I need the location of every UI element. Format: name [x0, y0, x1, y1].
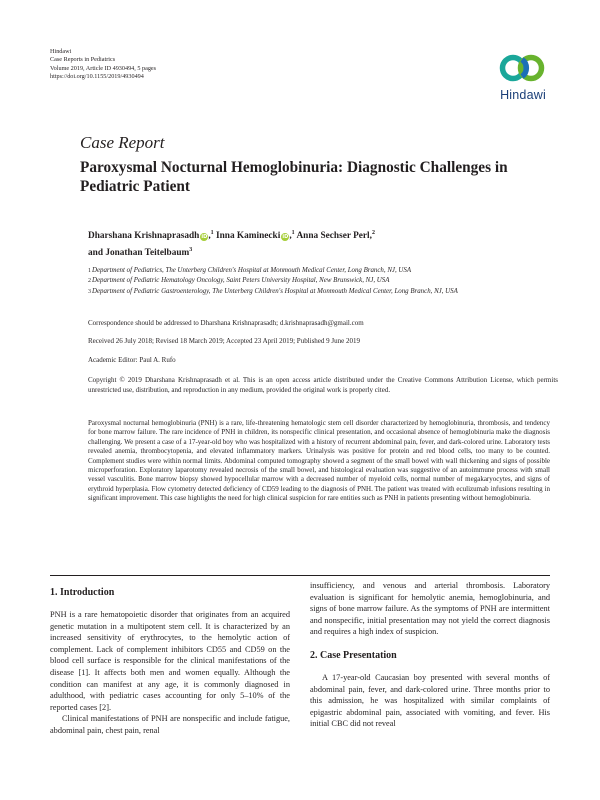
author-affil-number: 2	[371, 230, 375, 236]
body-paragraph: PNH is a rare hematopoietic disorder that originates from an acquired genetic mutation in a multipotent stem cell. It is characterized by an increased sensitivity of erythrocytes, to the hemolytic action of complement. Lack of complement inhibitors CD55 and CD59 on the blood cell surface is responsible for the clinical manifestations of the disease [1]. It affects both men and women equally. Although the condition can manifest at any age, it is commonly diagnosed in adulthood, with pediatric cases accounting for only 5–10% of the reported cases [2].	[50, 610, 290, 712]
author-affil-number: 1	[291, 230, 295, 236]
body-paragraph: A 17-year-old Caucasian boy presented with several months of abdominal pain, fever, and dark-colored urine. Three months prior to this admission, he was hospitalized with similar complaints of epigastric abdominal pain, associated with vomiting, and fever. His initial CBC did not reveal	[310, 672, 550, 729]
article-title: Paroxysmal Nocturnal Hemoglobinuria: Diagnostic Challenges in Pediatric Patient	[80, 159, 508, 195]
orcid-icon[interactable]: iD	[201, 234, 208, 240]
author-affil-number: 3	[189, 247, 193, 253]
volume-line: Volume 2019, Article ID 4930494, 5 pages	[50, 64, 157, 72]
hindawi-logo-text: Hindawi	[500, 88, 546, 102]
author-list	[88, 226, 528, 260]
author-name: and Jonathan Teitelbaum	[88, 248, 190, 258]
affiliation-list	[88, 266, 558, 297]
body-right-column	[310, 580, 550, 730]
body-left-column	[50, 587, 290, 737]
academic-editor: Academic Editor: Paul A. Rufo	[88, 356, 176, 364]
affiliation-number: 2	[88, 278, 91, 285]
abstract: Paroxysmal nocturnal hemoglobinuria (PNH) is a rare, life-threatening hematologic stem cell disorder characterized by hemoglobinuria, thrombosis, and tendency for bone marrow failure. The rare incidence of PNH in children, its nonspecific clinical presentation, and occasional absence of hemoglobinuria make the diagnosis challenging. We present a case of a 17-year-old boy who was hospitalized with a history of recurrent abdominal pain, fever, and dark-colored urine. Laboratory tests revealed anemia, thrombocytopenia, and elevated inflammatory markers. Urinalysis was positive for protein and red blood cells, too many to be counted. Complement studies were within normal limits. Abdominal computed tomography showed a segment of the small bowel with wall thickening and signs of possible microperforation. Exploratory laparotomy revealed necrosis of the small bowel, and histological evaluation was suggestive of an autoimmune process with small vessel vasculitis. Bone marrow biopsy showed hypocellular marrow with a decreased number of myeloid cells, normal number of megakaryocytes, and signs of erythroid hyperplasia. Flow cytometry detected deficiency of CD59 leading to the diagnosis of PNH. The patient was treated with eculizumab infusions resulting in significant improvement. This case highlights the need for high clinical suspicion for rare entities such as PNH in patients presenting without hemoglobinuria.	[88, 419, 550, 503]
section-divider	[50, 575, 550, 576]
author: Dharshana Krishnaprasadh iD,$^1$	[88, 230, 214, 241]
author-name: Anna Sechser Perl,	[296, 231, 372, 241]
journal-name: Case Reports in Pediatrics	[50, 56, 116, 64]
doi-link[interactable]: https://doi.org/10.1155/2019/4930494	[50, 73, 144, 81]
author	[88, 248, 192, 258]
affiliation-text: Department of Pediatric Gastroenterology, The Unterberg Children's Hospital at Monmouth Medical Center, Long Branch, NJ, USA	[92, 287, 458, 295]
affiliation	[88, 276, 558, 286]
affiliation-number: 1	[88, 268, 91, 274]
affiliation-text: Department of Pediatric Hematology Oncology, Saint Peters University Hospital, New Brunswick, NJ, USA	[92, 277, 390, 285]
affiliation	[88, 287, 558, 297]
article-type: Case Report	[80, 133, 165, 152]
body-paragraph: insufficiency, and venous and arterial thrombosis. Laboratory evaluation is significant for hemolytic anemia, hemoglobinuria, and signs of bone marrow failure. As the symptoms of PNH are intermittent and nonspecific, initial presentation may not yield the correct diagnosis and requires a high index of suspicion.	[310, 581, 550, 637]
publication-dates: Received 26 July 2018; Revised 18 March 2019; Accepted 23 April 2019; Published 9 June 2019	[88, 337, 360, 345]
author-name: Dharshana Krishnaprasadh	[88, 231, 200, 241]
case-presentation-heading: 2. Case Presentation	[310, 649, 397, 661]
affiliation-number: 3	[88, 288, 91, 295]
publisher-name: Hindawi	[50, 48, 72, 55]
author-affil-number: 1	[210, 230, 214, 236]
introduction-heading: 1. Introduction	[50, 587, 115, 598]
author: Inna Kaminecki iD,$^1$	[216, 230, 295, 241]
correspondence: Correspondence should be addressed to Dharshana Krishnaprasadh; d.krishnaprasadh@gmail.com	[88, 319, 364, 327]
copyright-notice: Copyright © 2019 Dharshana Krishnaprasadh et al. This is an open access article distributed under the Creative Commons Attribution License, which permits unrestricted use, distribution, and reproduction in any medium, provided the original work is properly cited.	[88, 376, 558, 394]
journal-info	[50, 48, 156, 82]
affiliation-text: Department of Pediatrics, The Unterberg Children's Hospital at Monmouth Medical Center, Long Branch, NJ, USA	[92, 267, 412, 274]
author-name: Inna Kaminecki	[216, 231, 281, 241]
affiliation	[88, 266, 558, 276]
body-paragraph: Clinical manifestations of PNH are nonspecific and include fatigue, abdominal pain, chest pain, renal	[50, 714, 290, 735]
author	[296, 231, 375, 241]
orcid-icon[interactable]: iD	[282, 234, 289, 240]
